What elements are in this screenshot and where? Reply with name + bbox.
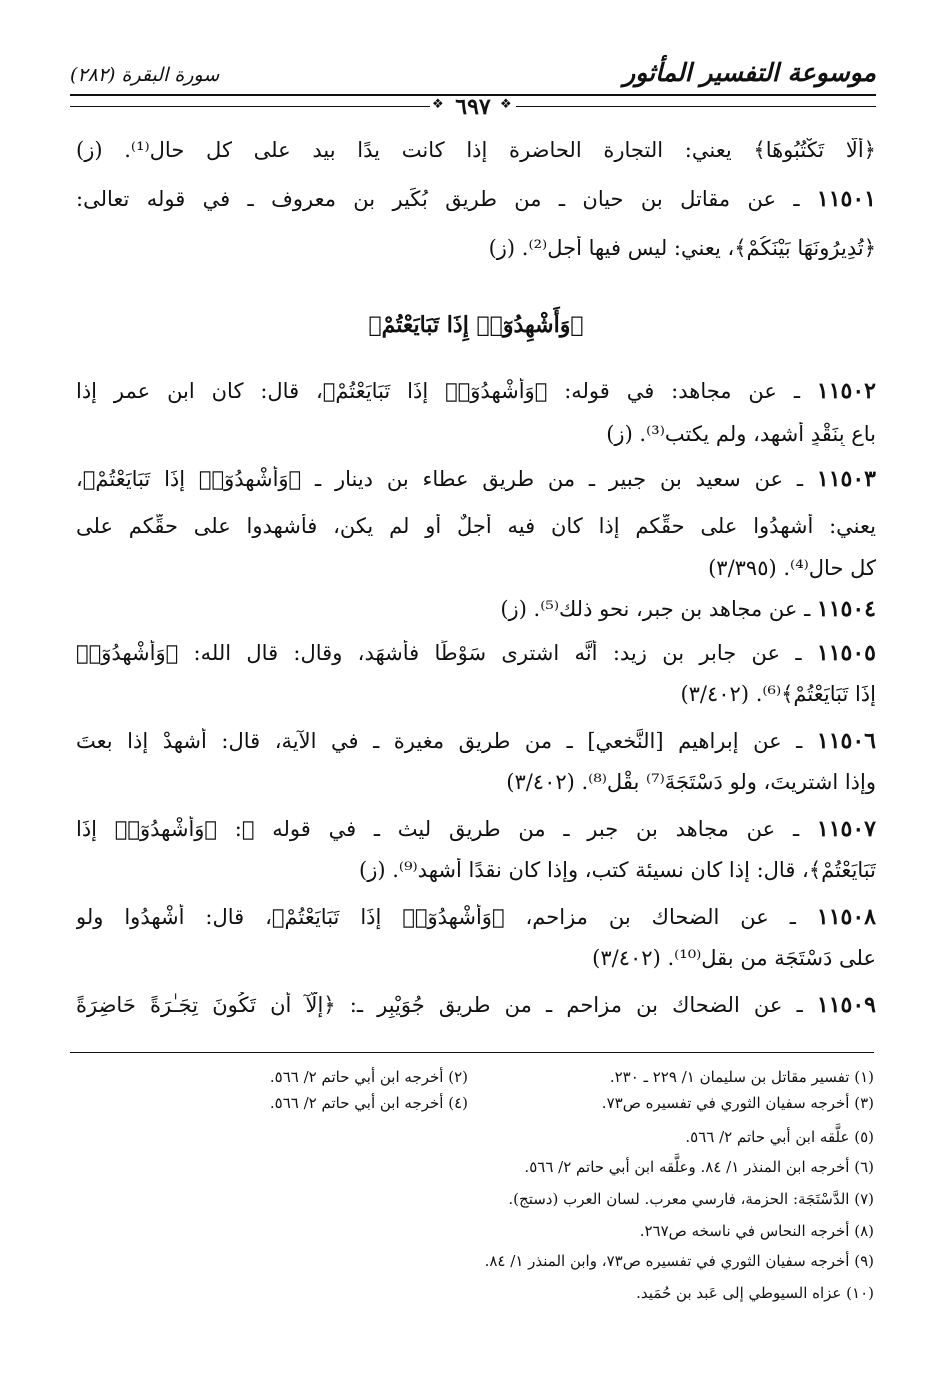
page-number-row (70, 96, 876, 118)
footnote: (٦) أخرجه ابن المنذر ١/ ٨٤. وعلَّقه ابن أبي حاتم ٢/ ٥٦٦. (524, 1158, 874, 1176)
line-text: إِذَا تَبَايَعْتُمْ﴾⁽⁶⁾. (٣/٤٠٢) (680, 682, 876, 706)
narration-number: ١١٥٠٢ (816, 378, 876, 404)
line-text: ـ عن إبراهيم [النَّخعي] ـ من طريق مغيرة ـ في الآية، قال: أشهِدْ إذا بعتَ (76, 729, 803, 753)
text-line (76, 378, 876, 404)
line-text: على دَسْتَجَة من بقل⁽¹⁰⁾. (٣/٤٠٢) (592, 946, 876, 970)
text-line (76, 770, 876, 794)
text-line (76, 596, 876, 622)
text-line (76, 858, 876, 882)
line-text: وإذا اشتريتَ، ولو دَسْتَجَةَ⁽⁷⁾ بقْل⁽⁸⁾. (٣/٤٠٢) (506, 770, 876, 794)
footnote: (٧) الدَّسْتَجَة: الحزمة، فارسي معرب. لسان العرب (دستج). (508, 1190, 874, 1208)
ornament-right-icon: ❖ (500, 97, 512, 112)
footnote-rule (70, 1052, 874, 1053)
text-line (76, 640, 876, 666)
line-text: كل حال⁽⁴⁾. (٣/٣٩٥) (708, 556, 876, 580)
section-heading: ﴿وَأَشْهِدُوٓا۟ إِذَا تَبَايَعْتُمْ﴾ (368, 312, 584, 338)
line-text: ـ عن مجاهد بن جبر ـ من طريق ليث ـ في قوله ﷻ: ﴿وَأَشْهِدُوٓا۟ إِذَا (76, 817, 800, 841)
footnote: (١) تفسير مقاتل بن سليمان ١/ ٢٢٩ ـ ٢٣٠. (609, 1068, 874, 1086)
narration-number: ١١٥٠٧ (816, 816, 876, 842)
text-line (76, 138, 876, 162)
line-text: ـ عن مجاهد: في قوله: ﴿وَأَشْهِدُوٓا۟ إِذَا تَبَايَعْتُمْ﴾، قال: كان ابن عمر إذا (76, 379, 800, 403)
narration-number: ١١٥٠٨ (816, 904, 876, 930)
text-line (76, 556, 876, 580)
text-line (76, 992, 876, 1018)
surah-label: سورة البقرة (٢٨٢) (70, 64, 220, 86)
footnote: (٩) أخرجه سفيان الثوري في تفسيره ص٧٣، وابن المنذر ١/ ٨٤. (484, 1252, 874, 1270)
line-text: ـ عن الضحاك بن مزاحم ـ من طريق جُوَيْبِر ـ: ﴿إِلَّآ أَن تَكُونَ تِجَـٰرَةً حَاضِرَةً (76, 993, 803, 1017)
footnote: (١٠) عزاه السيوطي إلى عَبد بن حُمَيد. (636, 1284, 874, 1302)
text-line (76, 186, 876, 212)
narration-number: ١١٥٠٤ (816, 596, 876, 622)
line-text: ـ عن مجاهد بن جبر، نحو ذلك⁽⁵⁾. (ز) (500, 597, 811, 621)
text-line (76, 682, 876, 706)
line-text: يعني: أشهِدُوا على حقِّكم إذا كان فيه أجلٌ أو لم يكن، فأشهِدوا على حقِّكم على (76, 514, 876, 538)
footnote: (٥) علَّقه ابن أبي حاتم ٢/ ٥٦٦. (685, 1128, 874, 1146)
line-text: تَبَايَعْتُمْ﴾، قال: إذا كان نسيئة كتب، وإذا كان نقدًا أشهد⁽⁹⁾. (ز) (359, 858, 876, 882)
narration-number: ١١٥٠١ (816, 186, 876, 212)
narration-number: ١١٥٠٩ (816, 992, 876, 1018)
page-number: ٦٩٧ (455, 94, 491, 120)
line-text: ـ عن سعيد بن جبير ـ من طريق عطاء بن دينار ـ ﴿وَأَشْهِدُوٓا۟ إِذَا تَبَايَعْتُمْ﴾، (76, 467, 804, 491)
line-text: ـ عن الضحاك بن مزاحم، ﴿وَأَشْهِدُوٓا۟ إِذَا تَبَايَعْتُمْ﴾، قال: أشْهِدُوا ولو (76, 905, 796, 929)
line-text: باع بِنَقْدٍ أشهد، ولم يكتب⁽³⁾. (ز) (606, 422, 876, 446)
narration-number: ١١٥٠٦ (816, 728, 876, 754)
line-text: ﴿تُدِيرُونَهَا بَيْنَكُمْ﴾، يعني: ليس فيها أجل⁽²⁾. (ز) (488, 236, 876, 260)
text-line (76, 466, 876, 492)
running-header (70, 52, 876, 98)
ornament-left-icon: ❖ (432, 97, 444, 112)
text-line (76, 422, 876, 446)
book-title: موسوعة التفسير المأثور (623, 58, 876, 87)
text-line (76, 728, 876, 754)
footnote: (٢) أخرجه ابن أبي حاتم ٢/ ٥٦٦. (269, 1068, 468, 1086)
line-text: ـ عن مقاتل بن حيان ـ من طريق بُكَير بن معروف ـ في قوله تعالى: (76, 187, 817, 211)
narration-number: ١١٥٠٥ (816, 640, 876, 666)
text-line (76, 946, 876, 970)
text-line (76, 816, 876, 842)
footnote: (٤) أخرجه ابن أبي حاتم ٢/ ٥٦٦. (269, 1094, 468, 1112)
text-line (76, 514, 876, 538)
narration-number: ١١٥٠٣ (816, 466, 876, 492)
text-line (76, 904, 876, 930)
text-line (76, 236, 876, 260)
footnote: (٨) أخرجه النحاس في ناسخه ص٢٦٧. (639, 1222, 874, 1240)
footnote: (٣) أخرجه سفيان الثوري في تفسيره ص٧٣. (601, 1094, 874, 1112)
line-text: ﴿أَلَّا تَكْتُبُوهَا﴾ يعني: التجارة الحاضرة إذا كانت يدًا بيد على كل حال⁽¹⁾. (ز) (76, 138, 876, 162)
line-text: ـ عن جابر بن زيد: أنَّه اشترى سَوْطًا فأشهَد، وقال: قال الله: ﴿وَأَشْهِدُوٓا۟ (76, 641, 802, 665)
